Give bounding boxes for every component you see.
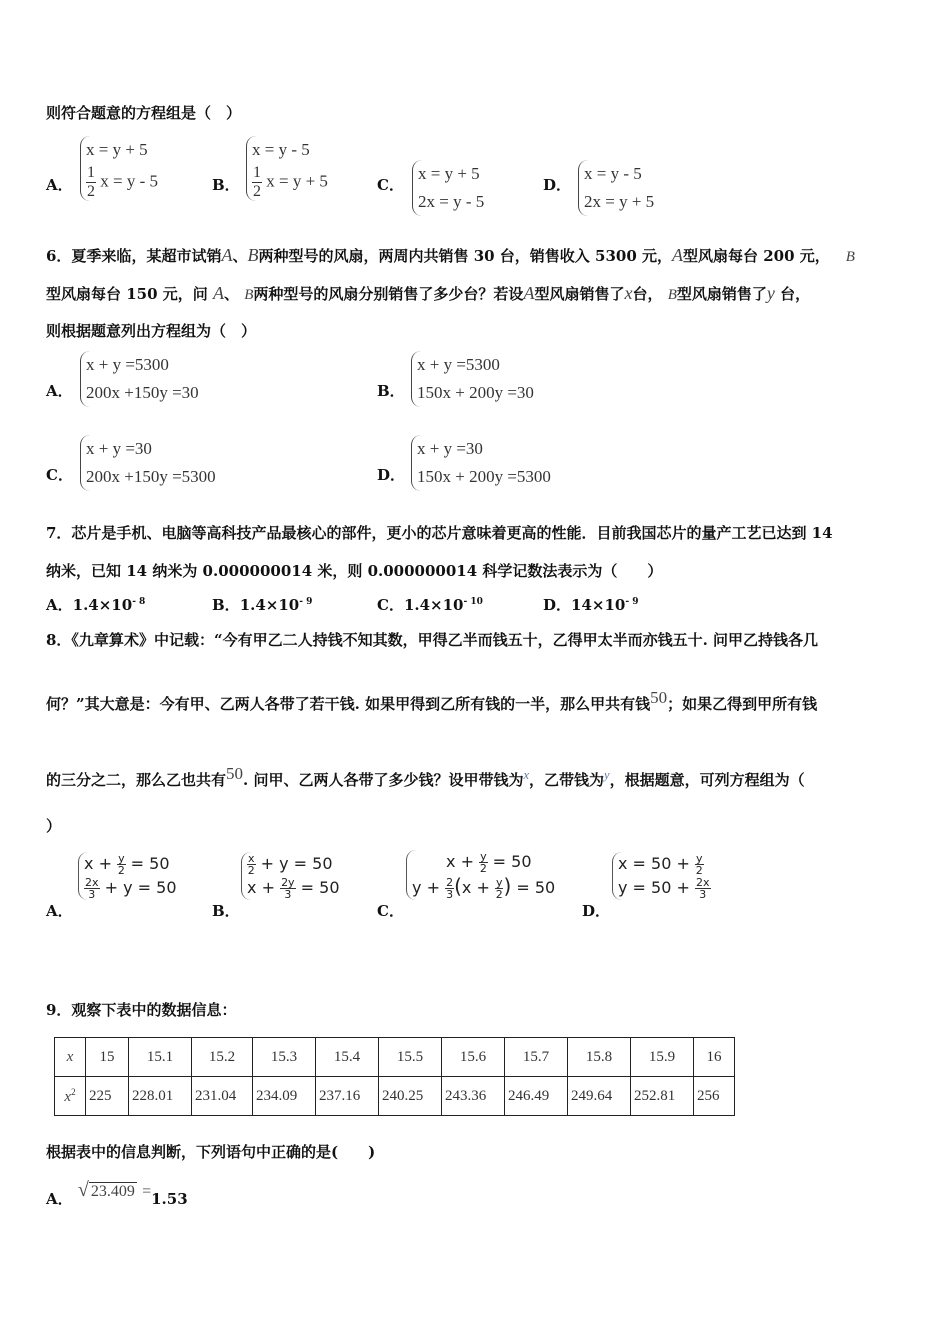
- table-cell: 15.8: [568, 1038, 631, 1077]
- q8-option-a-system: [78, 852, 177, 900]
- q8-a-eq1: x + $\frac{y}{2}$ = 50: [84, 852, 170, 877]
- table-cell: 240.25: [379, 1077, 442, 1116]
- q8-c-eq1: x + $\frac{y}{2}$ = 50: [446, 850, 532, 875]
- q5-b-eq1: x = y - 5: [252, 140, 310, 159]
- q5-option-a-system: [80, 136, 158, 201]
- q8-c-frac3: $\frac{y}{2}$: [495, 876, 503, 901]
- q6-a-eq2: 200x +150y =30: [86, 383, 199, 402]
- q7-option-c[interactable]: C．$1.4\times 10^{- 10}$: [377, 596, 483, 614]
- table-head-x: x: [55, 1038, 86, 1077]
- table-cell: 256: [694, 1077, 735, 1116]
- q8-b-eq1: $\frac{x}{2}$ + y = 50: [247, 852, 333, 877]
- q5-b-frac: $\frac{1}{2}$: [253, 164, 261, 200]
- q7-line2: 纳米，已知 14 纳米为 0.000000014 米，则 0.000000014 科学记数法表示为（ ）: [46, 562, 663, 580]
- q6-d-eq1: x + y =30: [417, 439, 483, 458]
- q5-option-d-system: [578, 160, 654, 216]
- table-cell: 15: [86, 1038, 129, 1077]
- table-cell: 225: [86, 1077, 129, 1116]
- q7-option-d[interactable]: D．$14\times 10^{- 9}$: [543, 596, 639, 614]
- table-cell: 252.81: [631, 1077, 694, 1116]
- q5-option-b-label[interactable]: B．: [212, 176, 240, 194]
- table-cell: 15.2: [192, 1038, 253, 1077]
- table-cell: 15.9: [631, 1038, 694, 1077]
- q5-option-b-system: [246, 136, 328, 201]
- q8-d-frac1: $\frac{y}{2}$: [695, 852, 703, 877]
- q8-d-eq1: x = 50 + $\frac{y}{2}$: [618, 852, 703, 877]
- q8-a-frac2: $\frac{2x}{3}$: [85, 876, 99, 901]
- table-cell: 249.64: [568, 1077, 631, 1116]
- table-cell: 15.6: [442, 1038, 505, 1077]
- q8-line3: 的三分之二，那么乙也共有$^{50}$. 问甲、乙两人各带了多少钱？设甲带钱为$^x$，乙带钱为$^y$，根据题意，可列方程组为（: [46, 764, 805, 789]
- q6-b-eq2: 150x + 200y =30: [417, 383, 534, 402]
- q8-c-frac2: $\frac{2}{3}$: [446, 876, 454, 901]
- q6-b-eq1: x + y =5300: [417, 355, 500, 374]
- q8-option-c-system: [406, 850, 555, 900]
- q5-a-eq1: x = y + 5: [86, 140, 148, 159]
- q6-option-c-label[interactable]: C．: [46, 466, 73, 484]
- q8-c-frac1: $\frac{y}{2}$: [479, 850, 487, 875]
- q8-option-c-label[interactable]: C．: [377, 902, 404, 920]
- table-head-x-squared: $x^2$: [55, 1077, 86, 1116]
- q8-option-b-label[interactable]: B．: [212, 902, 240, 920]
- q8-d-eq2: y = 50 + $\frac{2x}{3}$: [618, 876, 710, 901]
- q6-option-a-label[interactable]: A．: [46, 382, 73, 400]
- table-cell: 228.01: [129, 1077, 192, 1116]
- table-row: [55, 1038, 735, 1077]
- q8-a-frac1: $\frac{y}{2}$: [117, 852, 125, 877]
- q5-option-d-label[interactable]: D．: [543, 176, 572, 194]
- table-cell: 15.1: [129, 1038, 192, 1077]
- q6-option-d-label[interactable]: D．: [377, 466, 406, 484]
- table-cell: 15.5: [379, 1038, 442, 1077]
- q6-c-eq1: x + y =30: [86, 439, 152, 458]
- q6-line1: 6．夏季来临，某超市试销A、B两种型号的风扇，两周内共销售 30 台，销售收入 5300 元，A型风扇每台 200 元， B: [46, 245, 855, 265]
- q8-b-eq2: x + $\frac{2y}{3}$ = 50: [247, 876, 340, 901]
- q7-line1: 7．芯片是手机、电脑等高科技产品最核心的部件，更小的芯片意味着更高的性能．目前我国芯片的量产工艺已达到 14: [46, 524, 833, 542]
- q6-option-c-system: [80, 435, 216, 491]
- q7-option-a[interactable]: A．$1.4\times 10^{- 8}$: [46, 596, 146, 614]
- table-cell: 246.49: [505, 1077, 568, 1116]
- q7-option-b[interactable]: B．$1.4\times 10^{- 9}$: [212, 596, 313, 614]
- q5-b-eq2: $\frac{1}{2}$ x = y + 5: [253, 164, 328, 200]
- q6-c-eq2: 200x +150y =5300: [86, 467, 216, 486]
- table-cell: 234.09: [253, 1077, 316, 1116]
- table-cell: 15.3: [253, 1038, 316, 1077]
- q6-d-eq2: 150x + 200y =5300: [417, 467, 551, 486]
- q5-c-eq2: 2x = y - 5: [418, 192, 485, 211]
- q9-stem: 9．观察下表中的数据信息：: [46, 1001, 237, 1019]
- table-cell: 15.7: [505, 1038, 568, 1077]
- q8-b-frac1: $\frac{x}{2}$: [247, 852, 255, 877]
- q5-option-c-system: [412, 160, 484, 216]
- q6-a-eq1: x + y =5300: [86, 355, 169, 374]
- q6-option-a-system: [80, 351, 199, 407]
- q8-option-d-system: [612, 852, 711, 900]
- q8-a-eq2: $\frac{2x}{3}$ + y = 50: [85, 876, 177, 901]
- sqrt-expression: √ 23.409 =: [77, 1179, 152, 1201]
- q8-b-frac2: $\frac{2y}{3}$: [281, 876, 295, 901]
- q9-option-a[interactable]: A． √ 23.409 =1.53: [46, 1179, 188, 1208]
- q6-option-d-system: [411, 435, 551, 491]
- table-cell: 243.36: [442, 1077, 505, 1116]
- q5-option-a-label[interactable]: A．: [46, 176, 73, 194]
- q9-judge: 根据表中的信息判断，下列语句中正确的是( ): [46, 1143, 376, 1161]
- q6-option-b-system: [411, 351, 534, 407]
- q5-a-eq2: $\frac{1}{2}$ x = y - 5: [87, 164, 158, 200]
- q5-a-frac: $\frac{1}{2}$: [87, 164, 95, 200]
- q8-option-a-label[interactable]: A．: [46, 902, 73, 920]
- table-cell: 231.04: [192, 1077, 253, 1116]
- q6-line2: 型风扇每台 150 元，问 A、 B两种型号的风扇分别销售了多少台？若设A型风扇销售了x台， B型风扇销售了y 台，: [46, 283, 811, 303]
- table-cell: 237.16: [316, 1077, 379, 1116]
- q8-line2: 何？”其大意是：今有甲、乙两人各带了若干钱. 如果甲得到乙所有钱的一半，那么甲共有钱$^{50}$；如果乙得到甲所有钱: [46, 688, 818, 713]
- q5-d-eq1: x = y - 5: [584, 164, 642, 183]
- table-cell: 15.4: [316, 1038, 379, 1077]
- q6-line3: 则根据题意列出方程组为（ ）: [46, 322, 257, 340]
- q8-d-frac2: $\frac{2x}{3}$: [696, 876, 710, 901]
- q5-d-eq2: 2x = y + 5: [584, 192, 655, 211]
- q8-line1: 8．《九章算术》中记载：“今有甲乙二人持钱不知其数，甲得乙半而钱五十，乙得甲太半而亦钱五十. 问甲乙持钱各几: [46, 631, 819, 649]
- q8-c-eq2: y + $\frac{2}{3}$ (x + $\frac{y}{2}$ ) = 50: [412, 874, 556, 901]
- table-cell: 16: [694, 1038, 735, 1077]
- q5-c-eq1: x = y + 5: [418, 164, 480, 183]
- q5-option-c-label[interactable]: C．: [377, 176, 404, 194]
- q8-option-d-label[interactable]: D．: [582, 902, 611, 920]
- q9-data-table: [54, 1037, 735, 1116]
- q5-stem: 则符合题意的方程组是（ ）: [46, 104, 242, 122]
- q8-line4: ）: [46, 817, 62, 835]
- q8-option-b-system: [241, 852, 340, 900]
- q6-option-b-label[interactable]: B．: [377, 382, 405, 400]
- table-row: [55, 1077, 735, 1116]
